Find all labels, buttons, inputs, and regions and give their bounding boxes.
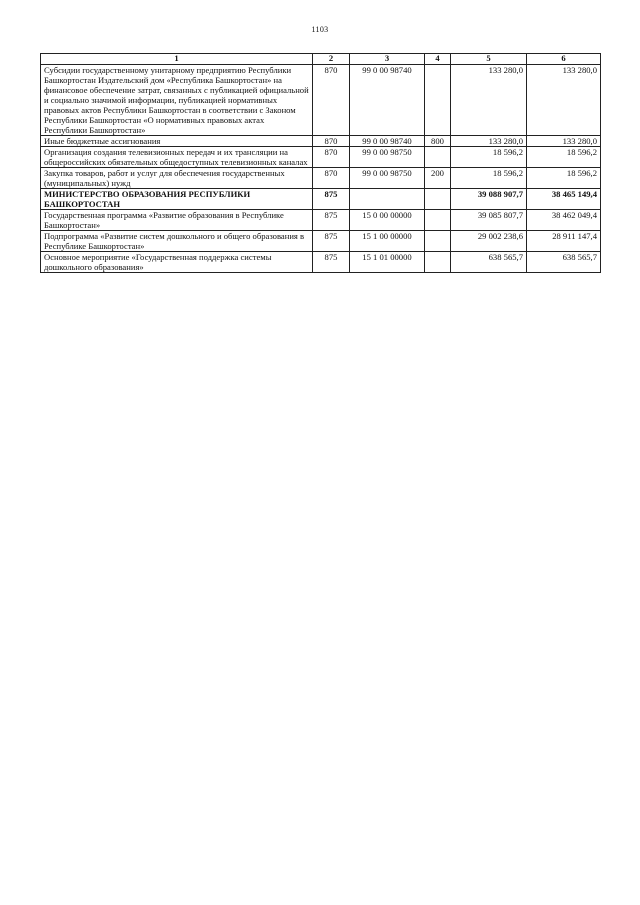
row-col5-cell: 18 596,2 — [451, 168, 527, 189]
row-col4-cell — [425, 147, 451, 168]
column-header-2: 2 — [313, 54, 350, 65]
row-col6-cell: 28 911 147,4 — [527, 231, 601, 252]
row-col3-cell: 99 0 00 98750 — [350, 168, 425, 189]
row-col4-cell: 200 — [425, 168, 451, 189]
row-col5-cell: 133 280,0 — [451, 65, 527, 136]
table-row — [41, 252, 601, 273]
table-row — [41, 210, 601, 231]
row-name-cell: Организация создания телевизионных передач и их трансляции на общероссийских обязательных общедоступных телевизионных каналах — [41, 147, 313, 168]
row-col2-cell: 875 — [313, 189, 350, 210]
row-name-cell: Закупка товаров, работ и услуг для обеспечения государственных (муниципальных) нужд — [41, 168, 313, 189]
column-header-1: 1 — [41, 54, 313, 65]
row-col2-cell: 875 — [313, 252, 350, 273]
page-number: 1103 — [311, 25, 329, 34]
table-row — [41, 168, 601, 189]
row-col5-cell: 638 565,7 — [451, 252, 527, 273]
column-header-3: 3 — [350, 54, 425, 65]
column-header-6: 6 — [527, 54, 601, 65]
row-col2-cell: 870 — [313, 147, 350, 168]
row-name-cell: Иные бюджетные ассигнования — [41, 136, 313, 147]
table-row — [41, 189, 601, 210]
budget-table — [40, 53, 601, 273]
row-name-cell: Основное мероприятие «Государственная поддержка системы дошкольного образования» — [41, 252, 313, 273]
table-row — [41, 147, 601, 168]
row-col3-cell: 99 0 00 98740 — [350, 136, 425, 147]
row-col5-cell: 39 085 807,7 — [451, 210, 527, 231]
row-col6-cell: 18 596,2 — [527, 147, 601, 168]
row-col4-cell: 800 — [425, 136, 451, 147]
row-name-cell: Государственная программа «Развитие образования в Республике Башкортостан» — [41, 210, 313, 231]
table-row — [41, 136, 601, 147]
row-col2-cell: 875 — [313, 231, 350, 252]
table-body — [41, 65, 601, 273]
row-col3-cell — [350, 189, 425, 210]
row-name-cell: Субсидии государственному унитарному предприятию Республики Башкортостан Издательский дом «Республика Башкортостан» на финансовое обеспечение затрат, связанных с публикацией официальной и социально значимой информации, публикацией нормативных правовых актов Республики Башкортостан в соответствии с Законом Республики Башкортостан «О нормативных правовых актах Республики Башкортостан» — [41, 65, 313, 136]
row-col3-cell: 15 1 00 00000 — [350, 231, 425, 252]
table-row — [41, 65, 601, 136]
column-header-5: 5 — [451, 54, 527, 65]
row-col5-cell: 39 088 907,7 — [451, 189, 527, 210]
row-col4-cell — [425, 210, 451, 231]
row-col5-cell: 29 002 238,6 — [451, 231, 527, 252]
table-row — [41, 231, 601, 252]
row-col6-cell: 638 565,7 — [527, 252, 601, 273]
row-col4-cell — [425, 252, 451, 273]
table-header-row — [41, 54, 601, 65]
row-col4-cell — [425, 189, 451, 210]
row-col2-cell: 870 — [313, 136, 350, 147]
row-col4-cell — [425, 65, 451, 136]
row-col6-cell: 133 280,0 — [527, 65, 601, 136]
row-col3-cell: 99 0 00 98750 — [350, 147, 425, 168]
row-name-cell: Подпрограмма «Развитие систем дошкольного и общего образования в Республике Башкортостан» — [41, 231, 313, 252]
row-col6-cell: 38 462 049,4 — [527, 210, 601, 231]
row-col5-cell: 133 280,0 — [451, 136, 527, 147]
row-col3-cell: 99 0 00 98740 — [350, 65, 425, 136]
row-col6-cell: 18 596,2 — [527, 168, 601, 189]
row-col2-cell: 870 — [313, 168, 350, 189]
row-col5-cell: 18 596,2 — [451, 147, 527, 168]
row-col6-cell: 133 280,0 — [527, 136, 601, 147]
column-header-4: 4 — [425, 54, 451, 65]
row-col3-cell: 15 1 01 00000 — [350, 252, 425, 273]
row-col2-cell: 875 — [313, 210, 350, 231]
row-name-cell: МИНИСТЕРСТВО ОБРАЗОВАНИЯ РЕСПУБЛИКИ БАШКОРТОСТАН — [41, 189, 313, 210]
row-col6-cell: 38 465 149,4 — [527, 189, 601, 210]
row-col3-cell: 15 0 00 00000 — [350, 210, 425, 231]
row-col4-cell — [425, 231, 451, 252]
row-col2-cell: 870 — [313, 65, 350, 136]
